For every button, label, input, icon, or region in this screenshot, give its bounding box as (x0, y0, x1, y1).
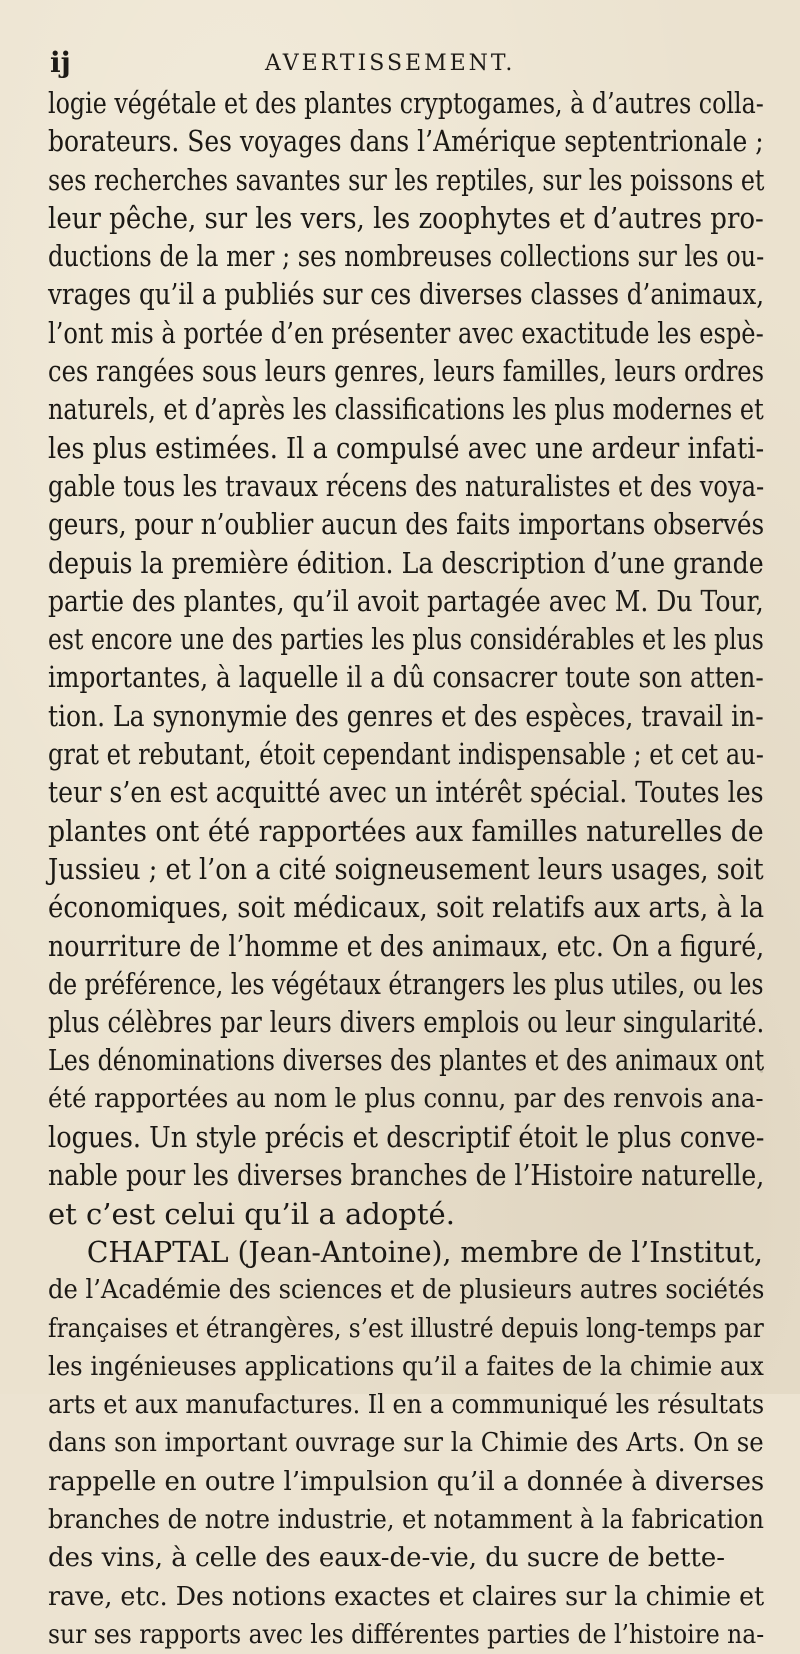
text-line: sur ses rapports avec les différentes parties de l’histoire na- (48, 1619, 765, 1650)
text-line: naturels, et d’après les classifications les plus modernes et (48, 392, 764, 427)
text-line: est encore une des parties les plus considérables et les plus (48, 622, 764, 657)
text-line: dans son important ouvrage sur la Chimie des Arts. On se (48, 1428, 764, 1459)
text-line: plus célèbres par leurs divers emplois ou leur singularité. (48, 1005, 765, 1040)
text-line: Les dénominations diverses des plantes et des animaux ont (48, 1043, 765, 1078)
text-line: été rapportées au nom le plus connu, par des renvois ana- (48, 1083, 764, 1114)
text-line: nourriture de l’homme et des animaux, etc. On a figuré, (48, 928, 765, 963)
text-line: des vins, à celle des eaux-de-vie, du sucre de bette- (48, 1543, 726, 1574)
text-line: plantes ont été rapportées aux familles naturelles de (48, 813, 764, 848)
text-line: importantes, à laquelle il a dû consacrer toute son atten- (48, 660, 764, 695)
page-header (50, 46, 750, 80)
text-line: logues. Un style précis et descriptif étoit le plus conve- (48, 1120, 765, 1155)
text-line: logie végétale et des plantes cryptogames, à d’autres colla- (48, 86, 764, 120)
text-line: geurs, pour n’oublier aucun des faits importans observés (48, 507, 765, 542)
text-line: teur s’en est acquitté avec un intérêt spécial. Toutes les (48, 775, 764, 810)
body-text (48, 84, 768, 1654)
text-line: les plus estimées. Il a compulsé avec une ardeur infati- (48, 430, 765, 465)
text-line: leur pêche, sur les vers, les zoophytes et d’autres pro- (48, 200, 764, 235)
text-line: économiques, soit médicaux, soit relatifs aux arts, à la (48, 890, 765, 925)
page-number: ij (50, 46, 71, 79)
text-line: tion. La synonymie des genres et des espèces, travail in- (48, 698, 764, 733)
text-line: ses recherches savantes sur les reptiles, sur les poissons et (48, 162, 765, 197)
text-line: vrages qu’il a publiés sur ces diverses classes d’animaux, (48, 277, 765, 312)
text-line: ductions de la mer ; ses nombreuses collections sur les ou- (48, 239, 765, 274)
running-head: AVERTISSEMENT. (265, 51, 516, 76)
text-line: gable tous les travaux récens des naturalistes et des voya- (48, 468, 765, 503)
text-line: l’ont mis à portée d’en présenter avec exactitude les espè- (48, 315, 764, 350)
text-line: rappelle en outre l’impulsion qu’il a donnée à diverses (48, 1466, 765, 1497)
text-line: les ingénieuses applications qu’il a faites de la chimie aux (48, 1351, 764, 1382)
text-line: partie des plantes, qu’il avoit partagée avec M. Du Tour, (48, 583, 764, 618)
text-line: françaises et étrangères, s’est illustré depuis long-temps par (48, 1313, 764, 1344)
text-line: rave, etc. Des notions exactes et claires sur la chimie et (48, 1581, 765, 1612)
text-line: grat et rebutant, étoit cependant indispensable ; et cet au- (48, 737, 764, 772)
text-line: de l’Académie des sciences et de plusieurs autres sociétés (48, 1275, 765, 1306)
text-line: ces rangées sous leurs genres, leurs familles, leurs ordres (48, 354, 765, 389)
text-line: arts et aux manufactures. Il en a communiqué les résultats (48, 1390, 765, 1421)
text-line: et c’est celui qu’il a adopté. (48, 1196, 455, 1231)
text-line: depuis la première édition. La description d’une grande (48, 545, 764, 580)
text-line: borateurs. Ses voyages dans l’Amérique septentrionale ; (48, 124, 764, 159)
text-line: Jussieu ; et l’on a cité soigneusement leurs usages, soit (48, 851, 764, 886)
text-line: nable pour les diverses branches de l’Histoire naturelle, (48, 1158, 765, 1193)
entry-heading-line: CHAPTAL (Jean-Antoine), membre de l’Institut, (86, 1234, 764, 1269)
text-line: de préférence, les végétaux étrangers les plus utiles, ou les (48, 966, 764, 1001)
text-line: branches de notre industrie, et notamment à la fabrication (48, 1504, 764, 1535)
